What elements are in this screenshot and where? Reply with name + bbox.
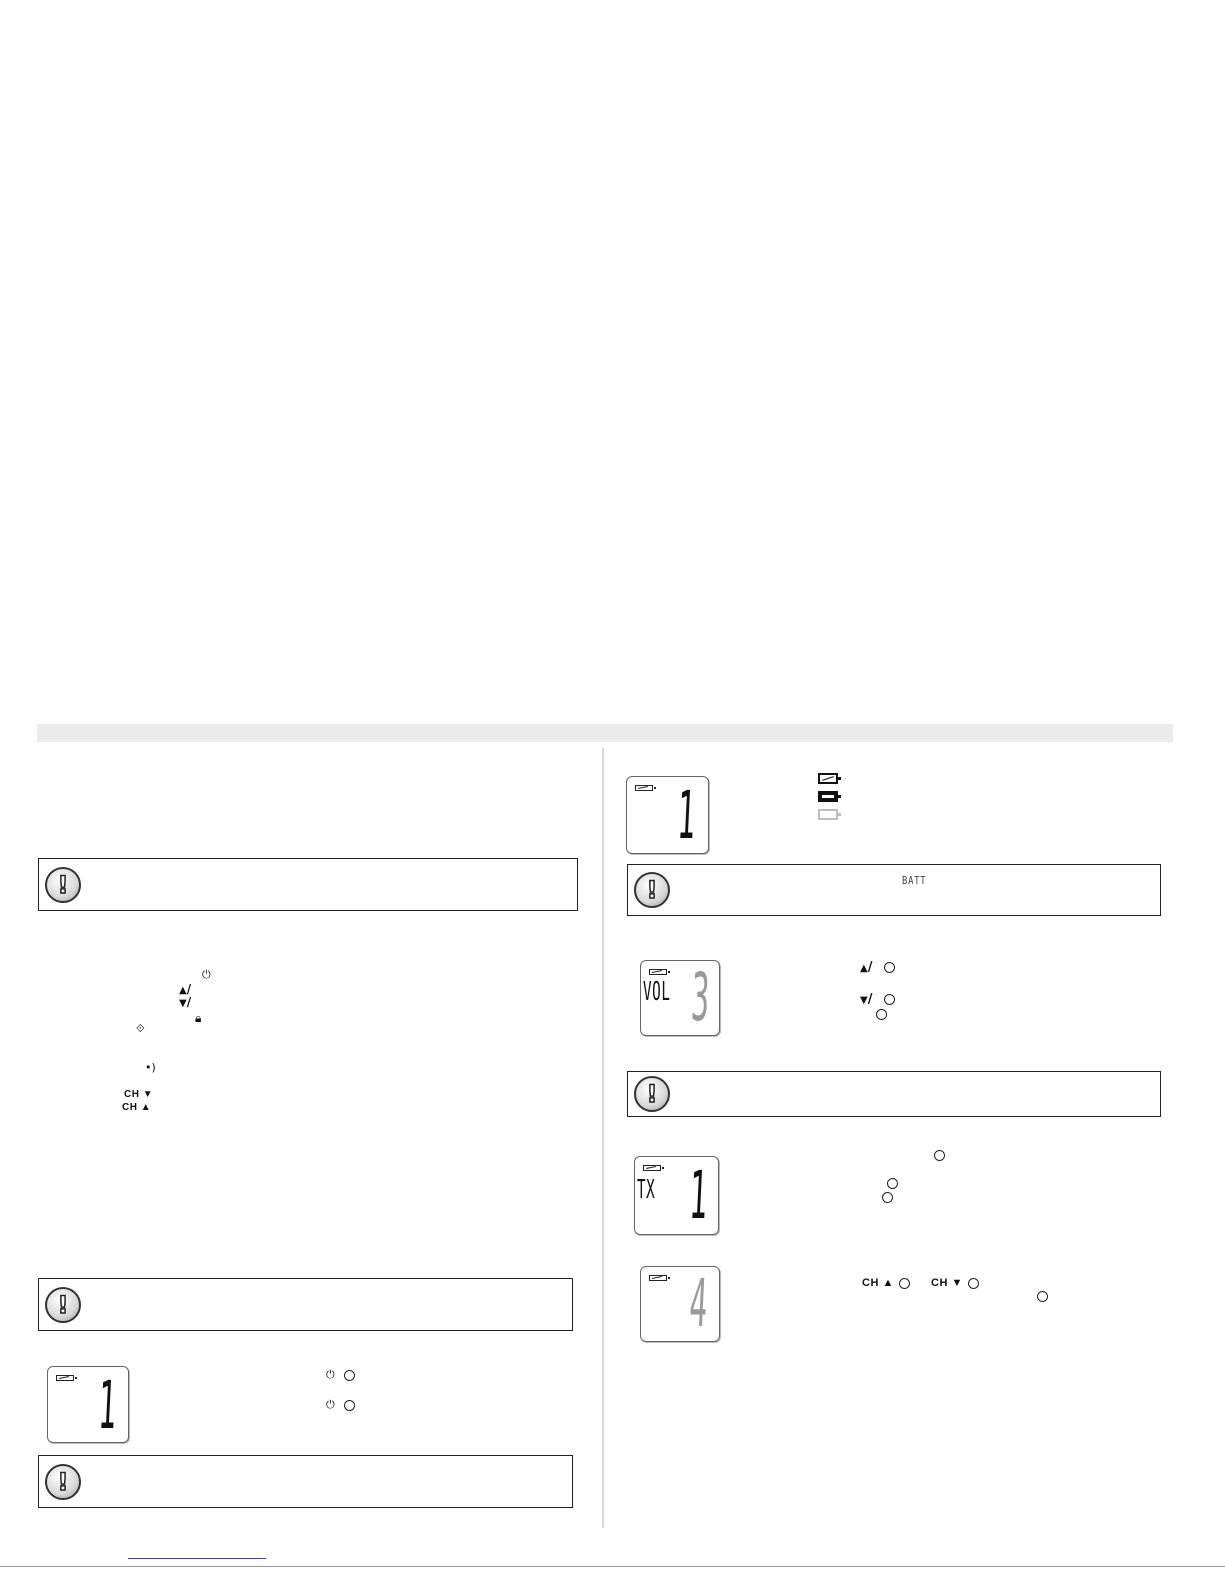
callout-circle-icon	[968, 1278, 979, 1289]
lcd-display-channel	[640, 1266, 720, 1342]
channel-up-text: CH	[862, 1277, 879, 1289]
lcd-volume-label: VOL	[643, 977, 671, 1007]
channel-down-label: CH ▼	[931, 1277, 963, 1289]
lcd-display-power	[47, 1366, 129, 1443]
callout-circle-icon	[344, 1400, 355, 1411]
callout-circle-icon	[882, 1192, 893, 1203]
channel-down-text: CH	[931, 1277, 948, 1289]
volume-down-icon: ▼/	[179, 995, 192, 1009]
note-box	[627, 1071, 1161, 1117]
monitor-icon: •)	[145, 1061, 156, 1074]
exclamation-warning-icon: !	[634, 872, 670, 908]
lcd-channel-digit: 4	[687, 1265, 710, 1342]
column-divider	[602, 748, 604, 1528]
channel-up-text: CH	[122, 1102, 138, 1113]
volume-up-icon: ▲/	[860, 960, 873, 975]
callout-circle-icon	[887, 1178, 898, 1189]
callout-circle-icon	[1037, 1291, 1048, 1302]
note-box	[38, 1455, 573, 1508]
battery-half-icon	[818, 773, 838, 784]
battery-indicator-icon	[56, 1375, 74, 1381]
note-box	[38, 858, 578, 911]
lcd-volume-digit: 3	[689, 959, 712, 1036]
call-signal-icon: ⟐	[136, 1022, 145, 1035]
exclamation-warning-icon: !	[634, 1076, 670, 1112]
lcd-display-transmit	[634, 1156, 719, 1235]
volume-down-icon: ▼/	[860, 992, 873, 1007]
battery-indicator-icon	[635, 785, 653, 791]
exclamation-warning-icon: !	[45, 1287, 81, 1323]
lcd-display-battery	[626, 776, 709, 854]
channel-up-label: CH ▲	[862, 1277, 894, 1289]
section-header-bar	[37, 724, 1173, 742]
channel-up-label: CH ▲	[122, 1102, 152, 1113]
power-icon: ⏻	[326, 1368, 335, 1381]
volume-up-icon: ▲/	[179, 982, 192, 996]
battery-full-icon	[818, 791, 838, 802]
lcd-channel-digit: 1	[96, 1367, 119, 1444]
lcd-channel-digit: 1	[675, 777, 698, 854]
footer-link-underline[interactable]	[128, 1558, 266, 1559]
callout-circle-icon	[884, 962, 895, 973]
battery-indicator-icon	[649, 969, 667, 975]
power-icon: ⏻	[202, 968, 211, 981]
callout-circle-icon	[876, 1009, 887, 1020]
footer-rule	[0, 1566, 1225, 1567]
callout-circle-icon	[934, 1150, 945, 1161]
channel-down-label: CH ▼	[124, 1089, 154, 1100]
power-icon: ⏻	[326, 1398, 335, 1411]
note-box	[38, 1278, 573, 1331]
callout-circle-icon	[884, 994, 895, 1005]
exclamation-warning-icon: !	[45, 867, 81, 903]
channel-down-text: CH	[124, 1089, 140, 1100]
lcd-transmit-label: TX	[637, 1175, 656, 1205]
battery-indicator-icon	[643, 1165, 661, 1171]
battery-empty-icon	[818, 809, 838, 820]
lcd-channel-digit: 1	[687, 1157, 710, 1234]
callout-circle-icon	[344, 1370, 355, 1381]
lock-icon: 🔒︎	[195, 1011, 202, 1025]
note-box	[627, 864, 1161, 916]
exclamation-warning-icon: !	[45, 1464, 81, 1500]
battery-indicator-icon	[649, 1275, 667, 1281]
callout-circle-icon	[899, 1278, 910, 1289]
lcd-display-volume	[640, 960, 720, 1036]
batt-warning-text: BATT	[902, 874, 927, 887]
